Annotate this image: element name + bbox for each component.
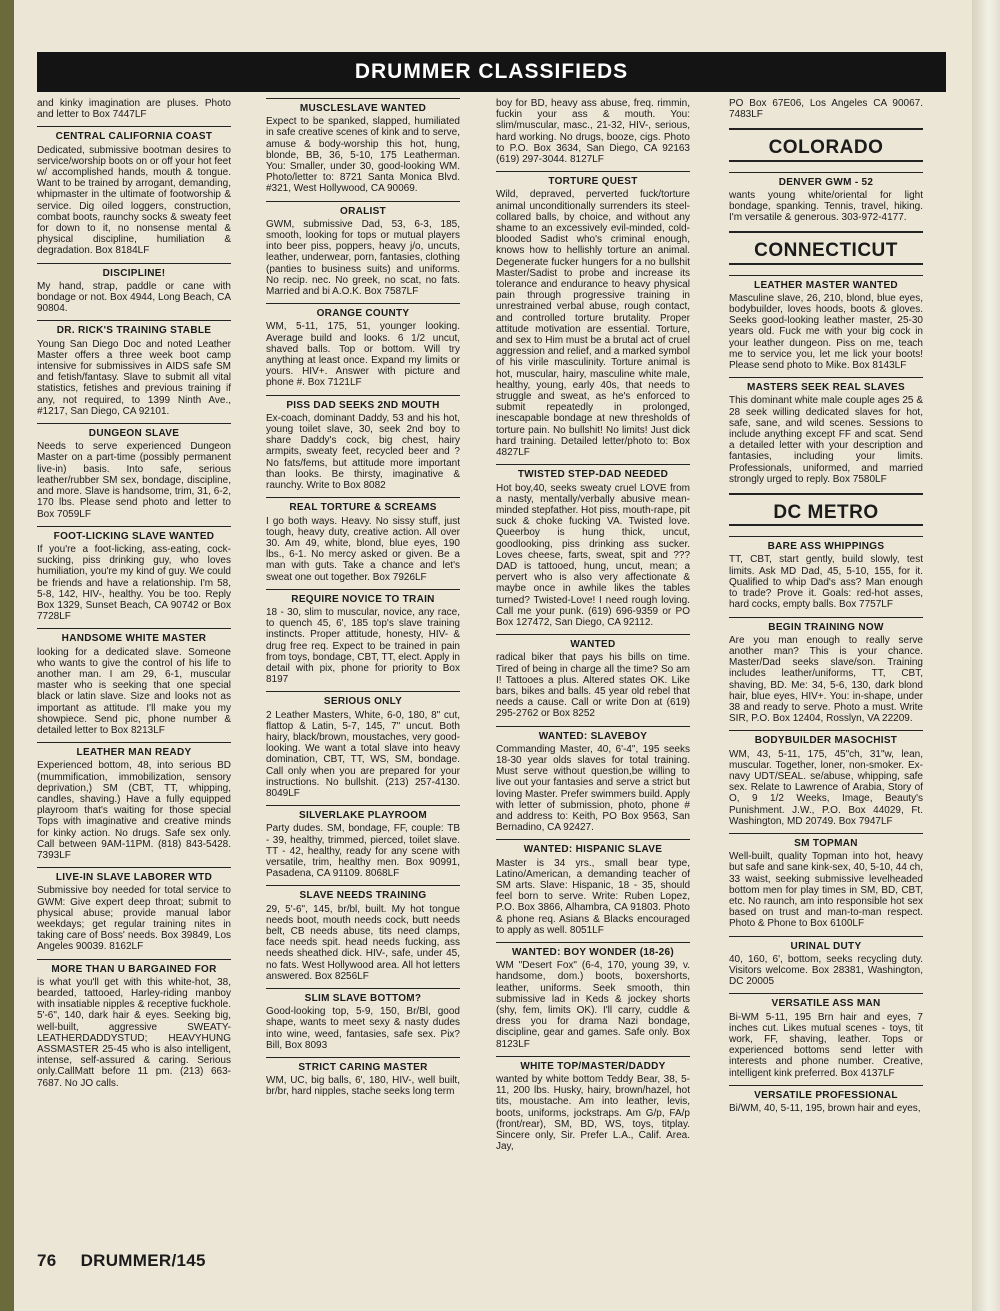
ad-body: 18 - 30, slim to muscular, novice, any race, to quench 45, 6', 185 top's slave training instincts. Proper attitude, honesty, HIV- & drug free req. Expect to be trained in pain from toys, bondage, CBT, TT, elect. Apply in detail with pix, phone for priority to Box 8197 (266, 606, 460, 686)
ad-body: 29, 5'-6", 145, br/bl, built. My hot tongue needs boot, mouth needs cock, butt needs belt, CB needs abuse, tits need clamps, face needs spit. head needs fucking, ass needs sheathed dick. HIV-, safe, under 45, no fats. West Hollywood area. All hot letters answered. Box 8256LF (266, 903, 460, 982)
page-number: 76 (37, 1251, 57, 1270)
divider (729, 993, 923, 994)
divider (496, 942, 690, 943)
divider (496, 464, 690, 465)
divider (37, 742, 231, 743)
ad-body: My hand, strap, paddle or cane with bondage or not. Box 4944, Long Beach, CA 90804. (37, 280, 231, 315)
state-heading (729, 231, 923, 264)
ad-body: GWM, submissive Dad, 53, 6-3, 185, smooth, looking for tops or mutual players into beer piss, poppers, heavy j/o, uncuts, leather, underwear, porn, fantasies, clothing (panties to business suits) and uniforms. No recip. nec. No greek, no scat, no fats. Married and bi A.O.K. Box 7587LF (266, 218, 460, 298)
ad-body: Master is 34 yrs., small bear type, Latino/American, a demanding teacher of SM arts. Slave: Hispanic, 18 - 35, should feel born to serve. Write: Ruben Lopez, P.O. Box 3866, Alhambra, CA 91803. Photo & phone req. Asians & Blacks encouraged to apply as well. 8051LF (496, 857, 690, 936)
ad-body: I go both ways. Heavy. No sissy stuff, just tough, heavy duty, creative action. All over 30. Am 49, white, blond, blue eyes, 190 lbs., 6-1. No mercy asked or given. Be a man with guts. Take a chance and let's sweat one out together. Box 7926LF (266, 515, 460, 583)
classified-ad (266, 98, 460, 195)
state-name: COLORADO (768, 137, 884, 159)
classified-ad (37, 423, 231, 520)
ad-title: REQUIRE NOVICE TO TRAIN (291, 593, 435, 605)
ad-title: CENTRAL CALIFORNIA COAST (55, 131, 213, 143)
classified-ad (496, 1056, 690, 1153)
state-heading (729, 493, 923, 526)
ad-body: TT, CBT, start gently, build slowly, test limits. Ask MD Dad, 45, 5-10, 155, for it. Qualified to whip Dad's ass? Man enough to trade? Prove it. Goals: red-hot asses, hard cocks, empty balls. Box 7757LF (729, 554, 923, 611)
ad-title: BODYBUILDER MASOCHIST (754, 735, 898, 747)
ad-title: SM TOPMAN (794, 837, 858, 849)
classified-ad (729, 617, 923, 725)
ad-body: WM, UC, big balls, 6', 180, HIV-, well built, br/br, hard nipples, stache seeks long term (266, 1075, 460, 1098)
ad-body: Party dudes. SM, bondage, FF, couple: TB - 39, healthy, trimmed, pierced, toilet slave. TT - 42, healthy, ready for any scene with versatile, trim, healthy men. Box 90991, Pasadena, CA 91109. 8068LF (266, 823, 460, 880)
classified-ad (729, 993, 923, 1078)
ad-title: WANTED: SLAVEBOY (538, 730, 648, 742)
ad-body: Good-looking top, 5-9, 150, Br/Bl, good shape, wants to meet sexy & nasty dudes into wine, weed, fantasies, safe sex. Pix? Bill, Box 8093 (266, 1006, 460, 1051)
banner-title: DRUMMER CLASSIFIEDS (354, 60, 629, 83)
ad-body: Commanding Master, 40, 6'-4", 195 seeks 18-30 year olds slaves for total training. Must serve without question,be willing to live out your fantasies and serve a strict but loving Master. Prefer swimmers build. Apply with letter of submission, photo, phone # and address to: Keith, PO Box 9563, San Bernadino, CA 92427. (496, 743, 690, 834)
classified-ad (266, 497, 460, 582)
divider (266, 201, 460, 202)
divider (729, 275, 923, 276)
ad-title: STRICT CARING MASTER (298, 1062, 428, 1074)
ad-body: looking for a dedicated slave. Someone who wants to give the control of his life to another man. I am 29, 6-1, muscular master who is seeking that one special black or latin slave. Size and looks not as important as attitude. I'll make you my showpiece. Send pic, phone number & detailed letter to Box 8213LF (37, 646, 231, 736)
ad-body: Are you man enough to really serve another man? This is your chance. Master/Dad seeks slave/son. Training includes leather/uniforms, TT, CBT, shaving, BD. Me: 34, 5-6, 130, dark blond hair, blue eyes, HIV+. You: in-shape, under 38 and ready to serve. Photo a must. Write SIR, P.O. Box 12404, Rosslyn, VA 22209. (729, 634, 923, 725)
ad-body: Bi-WM 5-11, 195 Brn hair and eyes, 7 inches cut. Likes mutual scenes - toys, tit work, FF, shaving, leather. Tops or experienced bottoms send letter with interests and phone number. Creative, intelligent kink preferred. Box 4137LF (729, 1011, 923, 1079)
ad-body: WM, 5-11, 175, 51, younger looking. Average build and looks. 6 1/2 uncut, shaved balls. Top or bottom. Will try anything at least once. Expand my limits or yours. HIV+. Answer with picture and phone #. Box 7121LF (266, 321, 460, 389)
ad-continuation: boy for BD, heavy ass abuse, freq. rimmin, fuckin your ass & mouth. You: slim/muscular, masc., 21-32, HIV-, serious, hard working. No drugs, booze, cigs. Photo to P.O. Box 3634, San Diego, CA 92163 (619) 297-3044. 8127LF (496, 98, 690, 166)
divider (37, 867, 231, 868)
classified-ad (266, 1057, 460, 1098)
divider (729, 231, 923, 233)
ad-title: LEATHER MASTER WANTED (754, 279, 898, 291)
ad-continuation: PO Box 67E06, Los Angeles CA 90067. 7483LF (729, 98, 923, 121)
ad-body: wants young white/oriental for light bondage, spanking. Tennis, travel, hiking. I'm versatile & generous. 303-972-4177. (729, 189, 923, 224)
divider (496, 171, 690, 172)
divider (729, 730, 923, 731)
classified-ad (266, 885, 460, 982)
ad-body: is what you'll get with this white-hot, 38, bearded, tattooed, Harley-riding manboy with insatiable nipples & receptive fuckhole. 5'-6", 140, dark hair & eyes. Seeking big, well-built, aggressive SWEATY-LEATHERDADDYSTUD; HEAVYHUNG ASSMASTER 25-45 who is also intelligent, intense, self-assured & caring. Serious only.CallMatt before 11 pm. (213) 663-7687. No JO calls. (37, 976, 231, 1089)
divider (37, 526, 231, 527)
classified-ad (496, 634, 690, 719)
ad-title: WHITE TOP/MASTER/DADDY (520, 1060, 666, 1072)
divider (266, 805, 460, 806)
ad-body: WM, 43, 5-11, 175, 45"ch, 31"w, lean, muscular. Together, loner, non-smoker. Ex-navy UDT/SEAL. se/abuse, whipping, safe sex. Relate to Lawrence of Arabia, Story of O, 9 1/2 Weeks, Image, Beauty's Punishment. J.W., P.O. Box 44029, Ft. Washington, MD 20749. Box 7947LF (729, 748, 923, 827)
divider (37, 126, 231, 127)
divider (729, 1085, 923, 1086)
classified-ad (37, 867, 231, 952)
classified-ad (729, 275, 923, 372)
classified-ad (37, 526, 231, 623)
divider (37, 628, 231, 629)
classified-ad (729, 536, 923, 610)
classified-ad (496, 942, 690, 1050)
ad-title: LIVE-IN SLAVE LABORER WTD (55, 872, 213, 884)
classified-ad (729, 936, 923, 988)
divider (729, 833, 923, 834)
ad-title: PISS DAD SEEKS 2ND MOUTH (286, 399, 440, 411)
column-4 (729, 98, 923, 1120)
ad-title: VERSATILE ASS MAN (771, 998, 881, 1010)
ad-body: Well-built, quality Topman into hot, heavy but safe and sane kink-sex, 40, 5-10, 44 ch, 33 waist, seeking submissive levelheaded bottom men for play times in SM, BD, CBT, etc. No raunch, am into responsible hot sex based on trust and man-to-man respect. Photo & Phone to Box 6100LF (729, 851, 924, 930)
classified-ad (37, 126, 231, 256)
ad-title: DISCIPLINE! (102, 267, 166, 279)
classified-ad (266, 589, 460, 686)
divider (266, 497, 460, 498)
classified-ad (37, 320, 231, 417)
classified-ad (729, 730, 923, 827)
column-3 (496, 98, 690, 1158)
divider (266, 885, 460, 886)
classified-ad (729, 1085, 923, 1114)
divider (729, 536, 923, 537)
divider (266, 589, 460, 590)
ad-body: Needs to serve experienced Dungeon Master on a part-time (possibly permanent live-in) basis. Into safe, serious leather/rubber SM sex, bondage, discipline, and more. Slave is handsome, trim, 31, 6-2, 170 lbs. Please send photo and letter to Box 7059LF (37, 441, 231, 520)
classified-ad (496, 839, 690, 936)
ad-title: HANDSOME WHITE MASTER (61, 633, 207, 645)
divider (496, 726, 690, 727)
classified-ad (266, 395, 460, 492)
divider (266, 988, 460, 989)
ad-body: Ex-coach, dominant Daddy, 53 and his hot, young toilet slave, 30, seek 2nd boy to share Daddy's cock, big chest, hairy armpits, sweaty feet, recycled beer and ? No fats/fems, but attitude more important than looks. Be thirsty, imaginative & raunchy. Write to Box 8082 (266, 412, 460, 492)
divider (729, 172, 923, 173)
ad-title: WANTED: HISPANIC SLAVE (523, 844, 663, 856)
ad-body: Experienced bottom, 48, into serious BD (mummification, immobilization, sensory deprivation,) SM (CBT, TT, whipping, candles, shaving.) Have a fully equipped playroom that's waiting for those special Tops with imaginative and creative minds for kinky action. No drugs. Safe sex only. Call between 9AM-11PM. (818) 843-5428. 7393LF (37, 760, 231, 861)
ad-body: 2 Leather Masters, White, 6-0, 180, 8" cut, flattop & Latin, 5-7, 145, 7" uncut. Both hairy, black/brown, moustaches, very good-looking. We want a total slave into heavy domination, CBT, TT, WS, SM, bondage. Call only when you are prepared for your instructions. No bullshit. (213) 257-4130. 8049LF (266, 709, 460, 799)
ad-continuation: and kinky imagination are pluses. Photo and letter to Box 7447LF (37, 98, 231, 121)
ad-title: DENVER GWM - 52 (778, 176, 874, 188)
classified-ad (266, 691, 460, 799)
ad-title: SLIM SLAVE BOTTOM? (304, 993, 422, 1005)
ad-title: BARE ASS WHIPPINGS (767, 541, 885, 553)
ad-title: SERIOUS ONLY (323, 696, 403, 708)
classified-ad (266, 201, 460, 298)
ad-title: ORANGE COUNTY (316, 308, 410, 320)
classified-ad (496, 464, 690, 628)
divider (266, 98, 460, 99)
classified-ad (496, 171, 690, 458)
classified-ad (729, 172, 923, 224)
ad-title: DR. RICK'S TRAINING STABLE (56, 325, 212, 337)
divider (729, 493, 923, 495)
classified-ad (266, 805, 460, 879)
ad-body: Bi/WM, 40, 5-11, 195, brown hair and eyes, (729, 1103, 921, 1115)
divider (729, 617, 923, 618)
section-banner (37, 52, 946, 92)
ad-body: radical biker that pays his bills on time. Tired of being in charge all the time? So am I! Tattooes a plus. Altered states OK. Like bars, bikes and balls. 45 year old rebel that needs a cause. Call or write Don at (619) 295-2762 or Box 8252 (496, 652, 690, 720)
ad-title: URINAL DUTY (790, 940, 862, 952)
ad-title: REAL TORTURE & SCREAMS (289, 502, 437, 514)
ad-title: TORTURE QUEST (548, 176, 638, 188)
ad-body: If you're a foot-licking, ass-eating, cock-sucking, piss drinking guy, who loves humiliation, you're my kind of guy. We could be friends and have a relationship. I'm 58, 5-8, 142, HIV-, healthy. You be too. Reply Box 1329, Sunset Beach, CA 90742 or Box 7728LF (37, 543, 231, 623)
ad-body: WM "Desert Fox" (6-4, 170, young 39, v. handsome, dom.) boots, boxershorts, leather, uniforms. Seek smooth, thin submissive lad in Keds & jockey shorts (shy, fem, limits OK). I'll carry, cuddle & dress you for drama Nazi bondage, discipline, gear and games. Safe only. Box 8123LF (496, 960, 690, 1050)
divider (496, 839, 690, 840)
divider (266, 1057, 460, 1058)
ad-title: DUNGEON SLAVE (88, 428, 180, 440)
ad-body: Young San Diego Doc and noted Leather Master offers a three week boot camp intensive for submissives in AIDS safe SM and fetish/fantasy. Slave to submit all vital statistics, fetishes and previous training if any, not required, to 1399 Ninth Ave., #1217, San Diego, CA 92101. (37, 338, 231, 417)
classified-ad (37, 263, 231, 315)
divider (266, 395, 460, 396)
ad-title: MASTERS SEEK REAL SLAVES (747, 382, 905, 394)
ad-title: MUSCLESLAVE WANTED (299, 103, 427, 114)
divider (729, 377, 923, 378)
ad-body: 40, 160, 6', bottom, seeks recycling duty. Visitors welcome. Box 28381, Washington, DC 20005 (729, 953, 923, 988)
ad-body: Submissive boy needed for total service to GWM: Give expert deep throat; submit to physical abuse; provide manual labor weekdays; get regular training nites in taking care of Boss' needs. Box 39849, Los Angeles 90039. 8162LF (37, 885, 231, 953)
classified-ad (37, 742, 231, 861)
divider (729, 160, 923, 162)
ad-body: Masculine slave, 26, 210, blond, blue eyes, bodybuilder, loves hoods, boots & gloves. Seeks good-looking leather master, 25-30 years old. Fuck me with your big cock in your leather dungeon. Piss on me, teach me to service you, let me lick your boots! Please send photo to Mike. Box 8143LF (729, 292, 923, 372)
divider (37, 959, 231, 960)
divider (729, 128, 923, 130)
divider (266, 303, 460, 304)
ad-body: wanted by white bottom Teddy Bear, 38, 5-11, 200 lbs. Husky, hairy, brown/hazel, hot tits, moustache. Am into leather, levis, boots, uniforms, jockstraps. Am G/p, FA/p (front/rear), SM, BD, WS, toys, titplay. Sincere only, Sir. Prefer L.A., Calif. Area. Jay, (496, 1074, 690, 1153)
ad-title: SLAVE NEEDS TRAINING (299, 890, 427, 902)
state-name: DC METRO (773, 502, 879, 524)
ad-title: ORALIST (340, 205, 386, 217)
ad-body: This dominant white male couple ages 25 & 28 seek willing dedicated slaves for hot, safe, sane, and wild scenes. Sessions to include anything except FF and scat. Send a detailed letter with your description and fantasies, including your limits. Professionals, uniformed, and married strongly urged to reply. Box 7580LF (729, 395, 923, 485)
divider (729, 936, 923, 937)
ad-body: Hot boy,40, seeks sweaty cruel LOVE from a nasty, mentally/verbally abusive mean-minded stepfather. Hot piss, mouth-rape, pit suck & choke fucking VA. Twisted love. Queerboy is hung thick, uncut, goodlooking, piss drinking ass sucker. Loves cheese, farts, sweat, spit and ??? DAD is tattooed, hung, uncut, mean; a pervert who is also very affectionate & maybe once in awhile likes the tables turned? Twisted-Love! I need rough loving. Call me your punk. (619) 696-9359 or PO Box 127472, San Diego, CA 92112. (496, 482, 690, 628)
ad-body: Wild, depraved, perverted fuck/torture animal unconditionally surrenders its steel-collared balls, by choice, and without any shame to an excessively evil-minded, cold-blooded Sadist who's criminal enough, knows how to hellishly torture an animal. Degenerate fucker hungers for a no bullshit Master/Sadist to probe and increase its tolerance and endurance to heavy physical pain through progressive training in unrestrained verbal abuse, rough contact, and controlled torture brutality. Proper attitude motivation are essential. Torture, and sex to Him must be a brutal act of cruel aggression and relief, and a marked symbol of his virile masculinity. Torture animal is hot, muscular, hairy, masculine white male, healthy, young, early 40s, that needs to struggle and sweat, as he's enforced to submit repeatedly in prolonged, inescapable bondage at new thresholds of torture pain. No bullshit! No limits! Just dick hard training. Detailed letter/photo to: Box 4827LF (496, 189, 690, 459)
classified-ad (266, 988, 460, 1051)
ad-title: SILVERLAKE PLAYROOM (299, 810, 427, 822)
column-1 (37, 98, 231, 1095)
divider (37, 320, 231, 321)
page-edge-right (972, 0, 1000, 1311)
page-edge-left (0, 0, 14, 1311)
ad-title: BEGIN TRAINING NOW (768, 621, 884, 633)
ad-body: Expect to be spanked, slapped, humiliated in safe creative scenes of kink and to serve, amuse & body-worship this hot, hung, blonde, BB, 36, 5-10, 175 Leatherman. You: Smaller, under 30, good-looking WM. Photo/letter to: 8721 Santa Monica Blvd. #321, West Hollywood, CA 90069. (266, 116, 460, 195)
classified-ad (37, 628, 231, 736)
divider (729, 263, 923, 265)
divider (496, 634, 690, 635)
divider (729, 524, 923, 526)
ad-title: LEATHER MAN READY (76, 747, 192, 759)
state-heading (729, 128, 923, 161)
issue-label: DRUMMER/145 (80, 1251, 206, 1270)
ad-title: MORE THAN U BARGAINED FOR (51, 963, 217, 975)
ad-title: TWISTED STEP-DAD NEEDED (517, 469, 669, 481)
classified-ad (729, 377, 923, 485)
ad-body: Dedicated, submissive bootman desires to service/worship boots on or off your hot feet w/ accomplished hands, mouth & tongue. Want to be trained by arrogant, demanding, whipmaster in the ultimate of footworship & service. Dig oiled loggers, construction, combat boots, raunchy socks & sweaty feet for down to it, no nonsense mental & physical discipline, humiliation & degradation. Box 8184LF (37, 144, 231, 257)
column-2 (266, 98, 460, 1104)
ad-title: FOOT-LICKING SLAVE WANTED (53, 530, 215, 542)
divider (37, 263, 231, 264)
classified-ad (266, 303, 460, 388)
ad-title: WANTED (570, 639, 616, 651)
state-name: CONNECTICUT (754, 240, 898, 262)
classified-ad (729, 833, 923, 930)
ad-title: VERSATILE PROFESSIONAL (754, 1089, 898, 1101)
page-footer (37, 1251, 206, 1271)
classified-ad (496, 726, 690, 834)
ad-title: WANTED: BOY WONDER (18-26) (511, 947, 675, 959)
divider (37, 423, 231, 424)
divider (496, 1056, 690, 1057)
classified-ad (37, 959, 231, 1089)
divider (266, 691, 460, 692)
